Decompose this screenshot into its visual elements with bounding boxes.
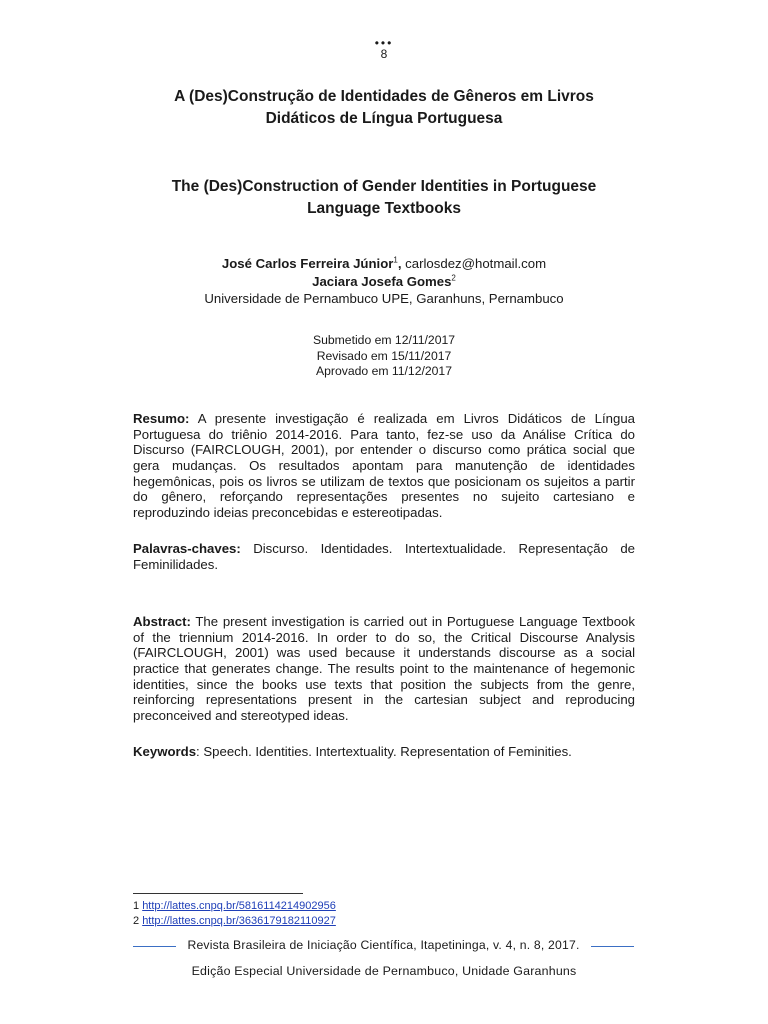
abstract-text: The present investigation is carried out in Portuguese Language Textbook of the triennium 2014-2016. In order to do so, the Critical Discourse Analysis (FAIRCLOUGH, 2001) was used because it understands discourse as a social practice that generates change. The results point to the maintenance of hegemonic identities, since the books use texts that position the subjects from the genre, reinforcing representations present in the cartesian subject and reproducing preconceived and stereotyped ideas. (133, 614, 635, 723)
title-english (120, 176, 648, 220)
author-1-name: José Carlos Ferreira Júnior (221, 256, 394, 271)
page-ornament-dots: ••• (374, 36, 394, 50)
footer-edition: Edição Especial Universidade de Pernambuco, Unidade Garanhuns (191, 964, 577, 978)
author-1 (0, 255, 768, 273)
footnote-2-number: 2 (133, 915, 140, 927)
author-1-footnote-ref[interactable]: 1 (393, 255, 398, 265)
date-approved: Aprovado em 11/12/2017 (316, 364, 452, 379)
authors-block (0, 255, 768, 308)
palavras-chaves-paragraph (133, 541, 635, 572)
resumo-label: Resumo: (133, 411, 190, 426)
abstract-label: Abstract: (133, 614, 191, 629)
page-number: 8 (380, 47, 388, 61)
title-english-line2: Language Textbooks (307, 200, 461, 217)
footnote-2 (133, 914, 336, 929)
resumo-text: A presente investigação é realizada em Livros Didáticos de Língua Portuguesa do triênio 2014-2016. Para tanto, fez-se uso da Análise Crítica do Discurso (FAIRCLOUGH, 2001), por entender o discurso como prática social que gera mudanças. Os resultados apontam para manutenção de identidades hegemônicas, pois os livros se utilizam de textos que posicionam os sujeitos a partir do gênero, reforçando representações presentes no sujeito cartesiano e reproduzindo ideias preconcebidas e estereotipadas. (133, 411, 635, 520)
keywords-text: : Speech. Identities. Intertextuality. Representation of Feminities. (196, 744, 572, 759)
keywords-label: Keywords (133, 744, 197, 759)
date-submitted: Submetido em 12/11/2017 (312, 333, 456, 347)
resumo-paragraph (133, 411, 635, 521)
author-2-name: Jaciara Josefa Gomes (312, 273, 452, 289)
footnote-1 (133, 899, 336, 914)
footer-journal-citation: Revista Brasileira de Iniciação Científica, Itapetininga, v. 4, n. 8, 2017. (187, 938, 580, 952)
affiliation: Universidade de Pernambuco UPE, Garanhuns, Pernambuco (204, 291, 564, 306)
footer-rule-right (591, 946, 634, 947)
footer-rule-left (133, 946, 176, 947)
author-2 (0, 273, 768, 291)
title-portuguese (120, 86, 648, 130)
title-portuguese-line1: A (Des)Construção de Identidades de Gêneros em Livros (174, 88, 594, 105)
palavras-chaves-label: Palavras-chaves: (133, 541, 241, 556)
footnote-1-number: 1 (133, 900, 140, 912)
date-revised: Revisado em 15/11/2017 (316, 348, 452, 363)
abstract-paragraph (133, 614, 635, 724)
author-1-separator: , (397, 256, 402, 271)
footnote-separator (133, 893, 303, 894)
palavras-chaves-text: Discurso. Identidades. Intertextualidade. Representação de Feminilidades. (133, 541, 635, 572)
footnote-1-link[interactable]: http://lattes.cnpq.br/5816114214902956 (142, 900, 336, 912)
title-portuguese-line2: Didáticos de Língua Portuguesa (265, 110, 503, 127)
author-2-footnote-ref[interactable]: 2 (451, 273, 456, 283)
author-1-email: carlosdez@hotmail.com (401, 256, 547, 271)
keywords-paragraph (133, 744, 635, 760)
footnote-2-link[interactable]: http://lattes.cnpq.br/3636179182110927 (142, 915, 336, 927)
title-english-line1: The (Des)Construction of Gender Identities in Portuguese (171, 178, 597, 195)
submission-dates (0, 333, 768, 380)
footnotes (133, 899, 336, 929)
